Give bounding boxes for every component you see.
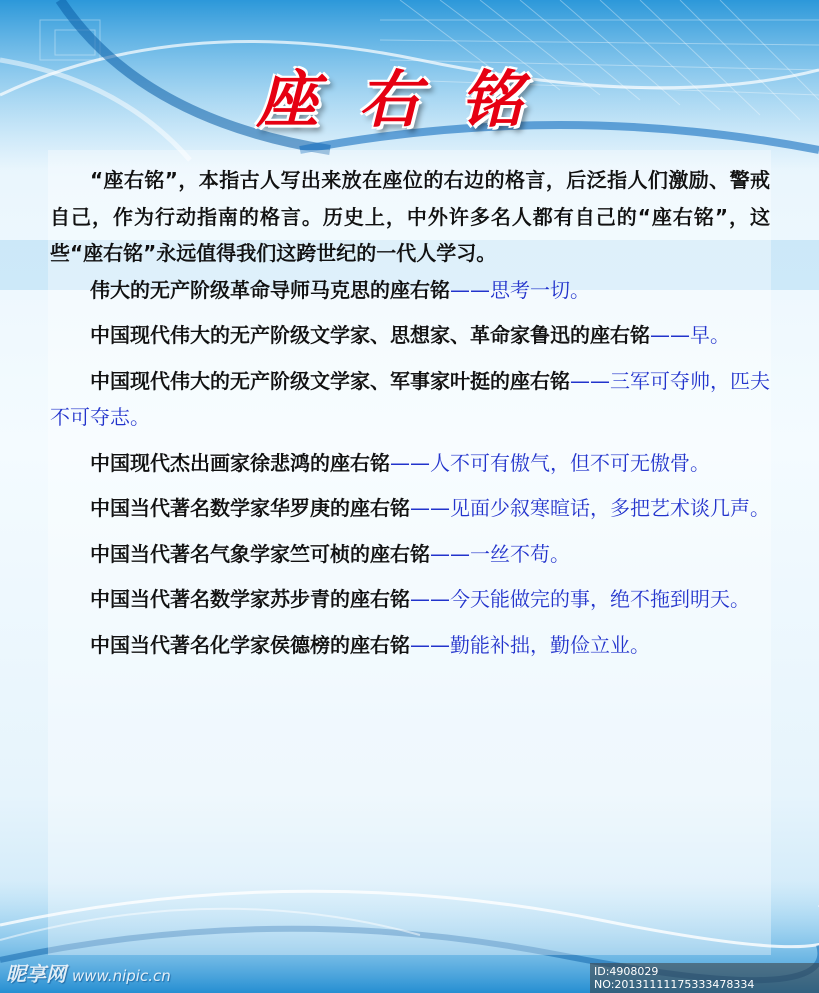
motto-entry: 中国当代著名气象学家竺可桢的座右铭——一丝不苟。 — [90, 541, 570, 566]
motto-entry: 中国当代著名数学家苏步青的座右铭——今天能做完的事，绝不拖到明天。 — [90, 587, 750, 611]
site-watermark: 昵享网 www.nipic.cn — [6, 962, 171, 986]
motto-entry: 中国当代著名化学家侯德榜的座右铭——勤能补拙，勤俭立业。 — [90, 632, 650, 657]
motto-entry: 伟大的无产阶级革命导师马克思的座右铭——思考一切。 — [90, 277, 590, 302]
motto-entry: 中国现代伟大的无产阶级文学家、思想家、革命家鲁迅的座右铭——早。 — [90, 323, 730, 347]
image-id-tag: ID:4908029 NO:20131111175333478334 — [590, 963, 819, 993]
motto-entry: 中国当代著名数学家华罗庚的座右铭——见面少叙寒暄话，多把艺术谈几声。 — [90, 496, 770, 520]
motto-entry: 中国现代伟大的无产阶级文学家、军事家叶挺的座右铭——三军可夺帅，匹夫不可夺志。 — [50, 368, 770, 429]
intro-paragraph: “座右铭”，本指古人写出来放在座位的右边的格言，后泛指人们激励、警戒自己，作为行动指南的格言。历史上，中外许多名人都有自己的“座右铭”，这些“座右铭”永远值得我们这跨世纪的一代人学习。 — [50, 168, 770, 265]
content-body — [50, 162, 770, 672]
motto-entry: 中国现代杰出画家徐悲鸿的座右铭——人不可有傲气，但不可无傲骨。 — [90, 450, 710, 475]
page-title: 座右铭 — [256, 63, 563, 136]
